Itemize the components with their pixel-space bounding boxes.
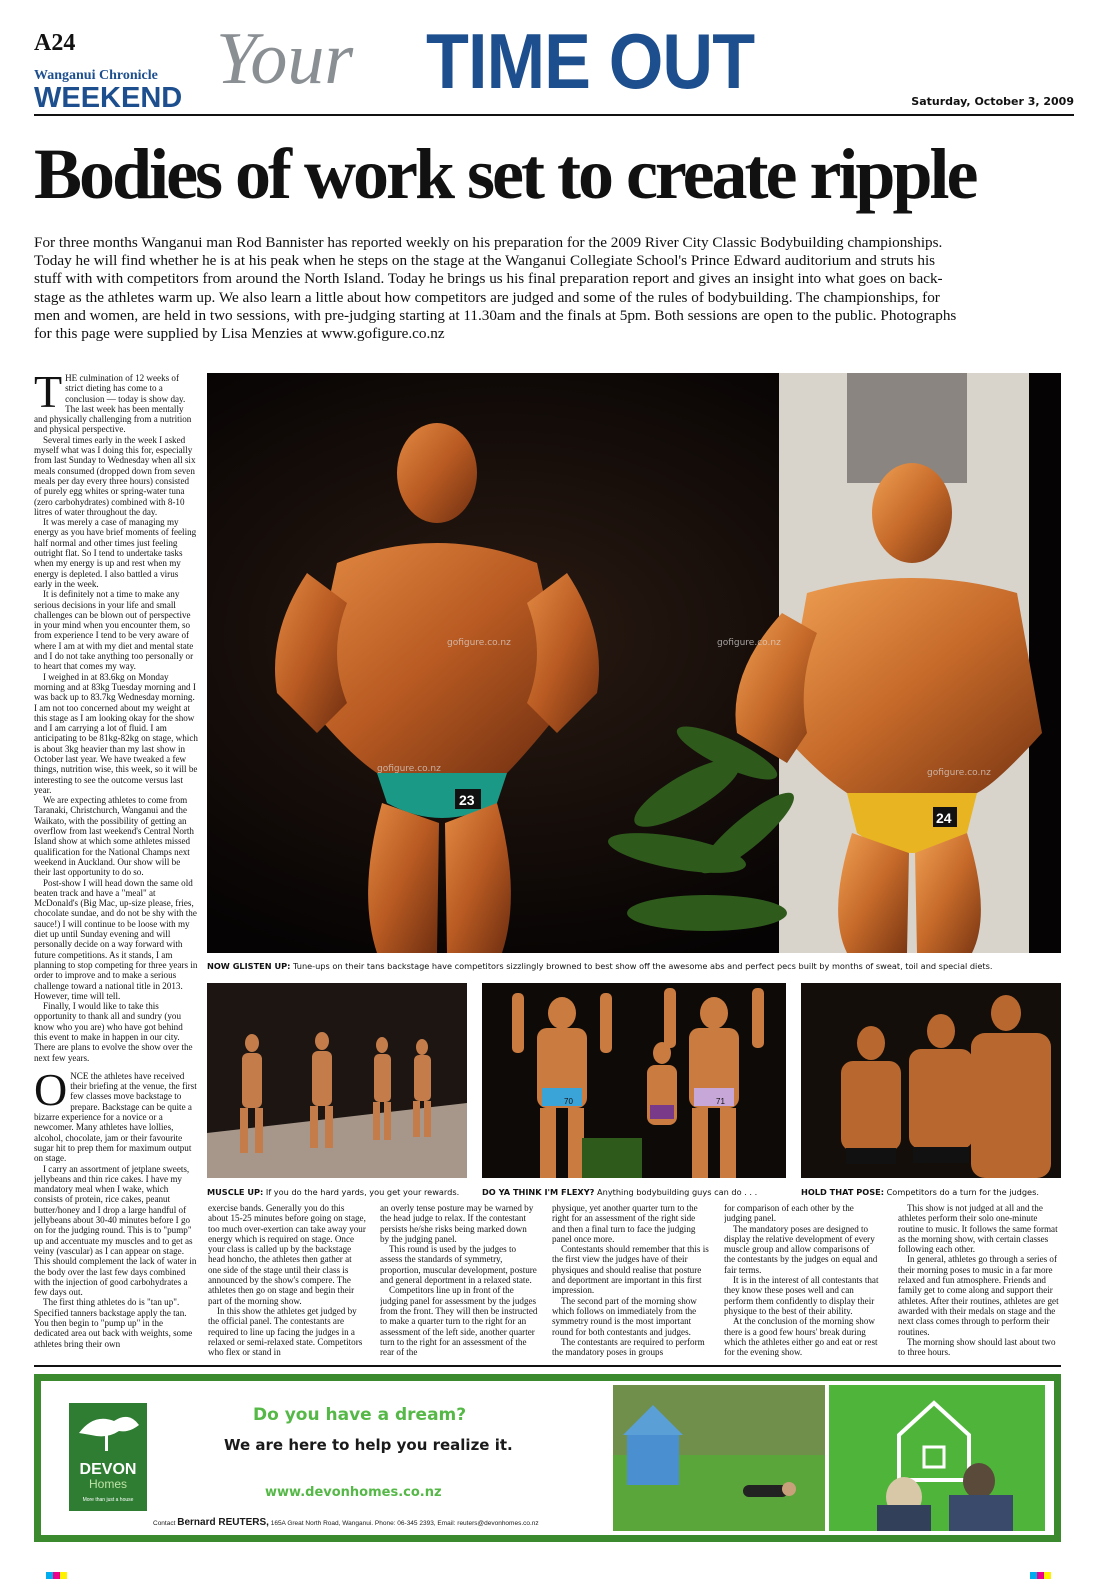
paragraph: I carry an assortment of jetplane sweets, jellybeans and thin rice cakes. I have my mandatory meal when I wake, which consists of protein, rice cakes, peanut butter/honey and I drop a large handful of jellybeans about 30-40 minutes before I go on for the judging round. This is to "pump" up and accentuate my muscles and to get as veiny (vascular) as I can appear on stage. This should complement the lack of water in the body over the last few days combined with the injection of good carbohydrates a few days out. [34,1163,197,1298]
paragraph: exercise bands. Generally you do this about 15-25 minutes before going on stage, too much over-exertion can take away your energy which is required on stage. Once your class is called up by the backstage head honcho, the athletes then gather at one side of the stage until their class is announced by the show's compere. The athletes then go on stage and begin their part of the morning show. [208,1203,366,1306]
main-photo-bodybuilders [207,373,1061,953]
watermark: gofigure.co.nz [927,768,991,778]
competitor-number: 70 [564,1097,573,1106]
paragraph: physique, yet another quarter turn to the right for an assessment of the right side and then a final turn to face the judging panel once more. [552,1203,698,1244]
ad-subtagline: We are here to help you realize it. [224,1436,513,1454]
paragraph: The contestants are required to perform the mandatory poses in groups [552,1336,705,1358]
paragraph: This round is used by the judges to assess the standards of symmetry, proportion, muscular development, posture and general deportment in a relaxed state. [380,1244,537,1286]
paragraph: Post-show I will head down the same old beaten track and have a "meal" at McDonald's (Big Mac, up-size please, fries, chocolate sundae, and do not be shy with the sauce!) I will continue to be loose with my diet up until Sunday evening and will personally decide on a way forward with future competitions. As it stands, I am planning to stop competing for three years in order to improve and to make a serious challenge toward a national title in 2013. However, time will tell. [34,877,198,1001]
article-column [208,1203,366,1359]
ad-tagline: Do you have a dream? [253,1405,467,1425]
article-column-left [34,373,198,1358]
section-title-your: Your [216,18,354,100]
paragraph: This show is not judged at all and the athletes perform their solo one-minute routine to music. It follows the same format as the morning show, with certain classes following each other. [898,1203,1058,1255]
registration-marks [1030,1572,1052,1579]
paragraph: In this show the athletes get judged by the official panel. The contestants are required to line up facing the judges in a relaxed or semi-relaxed state. Competitors who flex or stand in [208,1305,363,1358]
drop-cap: O [34,1063,68,1115]
headline: Bodies of work set to create ripple [34,134,976,214]
paragraph: Finally, I would like to take this opportunity to thank all and sundry (you know who you are) who have got behind this event to make in happen in our city. There are plans to evolve the show over the next few years. [34,1001,193,1063]
paragraph: ONCE the athletes have received their briefing at the venue, the first few classes move backstage to prepare. Backstage can be quite a bizarre experience for a novice or a newcomer. Many athletes have lollies, alcohol, chocolate, jam or their favourite sugar hit to prep them for maximum output on stage. [34,1063,197,1164]
devon-homes-logo: DEVON Homes More than just a house [69,1403,147,1511]
paragraph: In general, athletes go through a series of their morning poses to music in a far more relaxed and fun atmosphere. Friends and family get to come along and support their athletes. After their routines, athletes are get awarded with their medals on stage and the next class comes through to perform their routines. [898,1254,1059,1337]
photo-women-posing-stage [207,983,467,1178]
paragraph: I weighed in at 83.6kg on Monday morning and at 83kg Tuesday morning and I was back up to 83.7kg Wednesday morning. I am not too concerned about my weight at this stage as I am looking okay for the show and I am carrying a lot of fluid. I am anticipating to be 81kg-82kg on stage, which is about 3kg heavier than my last show in October last year. We have tweaked a few things, nutrition wise, this week, so it will be interesting to see the outcome versus last year. [34,671,198,795]
paragraph: The mandatory poses are designed to display the relative development of every muscle group and allow comparisons of the contestants by the judges on equal and fair terms. [724,1223,878,1275]
paragraph: THE culmination of 12 weeks of strict dieting has come to a conclusion — today is show day. The last week has been mentally and physically challenging from a nutrition and physical perspective. [34,373,192,435]
watermark: gofigure.co.nz [447,638,511,648]
competitor-number: 23 [459,792,475,808]
registration-marks [46,1572,68,1579]
standfirst: For three months Wanganui man Rod Bannister has reported weekly on his preparation for the 2009 River City Classic Bodybuilding championships. Today he will find whether he is at his peak when he steps on the stage at the Wanganui Collegiate School's Prince Edward auditorium and struts his stuff with with competitors from around the North Island. Today he brings us his final preparation report and gives an insight into what goes on back-stage as the athletes warm up. We also learn a little about how competitors are judged and some of the rules of bodybuilding. The championships, for men and women, are held in two sessions, with pre-judging starting at 11.30am and the finals at 5pm. Both sessions are open to the public. Photographs for this page were supplied by Lisa Menzies at www.gofigure.co.nz [34,234,957,343]
paragraph: It is definitely not a time to make any serious decisions in your life and small challenges can be blown out of perspective in your mind when you encounter them, so from experience I tend to be very aware of where I am at with my diet and mental state and I do not take anything too personally or to heart that comes my way. [34,589,194,672]
paragraph: The first thing athletes do is "tan up". Specified tanners backstage apply the tan. You then begin to "pump up" in the dedicated area out back with weights, some athletes bring their own [34,1297,193,1349]
paragraph: Contestants should remember that this is the first view the judges have of their physiques and should realise that posture and deportment are important in this first impression. [552,1244,709,1296]
competitor-number: 24 [936,810,952,826]
ad-contact: Contact Bernard REUTERS, 165A Great North Road, Wanganui. Phone: 06-345 2393, Email: reuters@devonhomes.co.nz [153,1517,539,1528]
article-column [898,1203,1060,1359]
article-column [724,1203,882,1359]
ad-image-house-lawn [613,1385,825,1531]
paragraph: At the conclusion of the morning show there is a good few hours' break during which the athletes either go and eat or rest for the evening show. [724,1316,878,1358]
watermark: gofigure.co.nz [377,764,441,774]
section-name: WEEKEND [34,82,183,114]
paragraph: Several times early in the week I asked myself what was I doing this for, especially from last Sunday to Wednesday when all six meals consumed (dropped down from seven meals per day every three hours) consisted of purely egg whites or spring-water tuna (zero carbohydrates) combined with 8-10 litres of water throughout the day. [34,434,196,517]
paragraph: It is in the interest of all contestants that they know these poses well and can perform them confidently to display their physique to the best of their ability. [724,1275,879,1316]
paragraph: Competitors line up in front of the judging panel for assessment by the judges from the front. They will then be instructed to make a quarter turn to the right for an assessment of the left side, another quarter turn to the right for an assessment of the rear of the [380,1285,538,1358]
paragraph: It was merely a case of managing my energy as you have brief moments of feeling half normal and other times just feeling outright flat. So I tend to undertake tasks when my energy is up and rest when my energy is depleted. I also battled a virus early in the week. [34,517,197,589]
paper-name: Wanganui Chronicle [34,68,158,83]
article-column [380,1203,538,1359]
drop-cap: T [34,373,63,417]
ad-image-couple-drawing [829,1385,1045,1531]
photo-caption: DO YA THINK I'M FLEXY? Anything bodybuilding guys can do . . . [482,1187,758,1197]
photo-caption: HOLD THAT POSE: Competitors do a turn for the judges. [801,1187,1039,1197]
tree-logo-icon [69,1403,147,1459]
watermark: gofigure.co.nz [717,638,781,648]
ad-website-link[interactable]: www.devonhomes.co.nz [265,1485,442,1500]
divider [34,1365,1061,1367]
issue-date: Saturday, October 3, 2009 [911,95,1074,108]
masthead [34,17,1074,116]
paragraph: We are expecting athletes to come from Taranaki, Christchurch, Wanganui and the Waikato, with the possibility of getting an overflow from last weekend's Central North Island show at which some athletes missed qualification for the National Champs next weekend in Auckland. Our show will be their last opportunity to do so. [34,795,194,878]
competitor-number: 71 [716,1097,725,1106]
paragraph: The morning show should last about two to three hours. [898,1336,1056,1358]
photo-women-flexing [482,983,786,1178]
main-photo-caption: NOW GLISTEN UP: Tune-ups on their tans backstage have competitors sizzlingly browned to best show off the awesome abs and perfect pecs built by months of sweat, toil and special diets. [207,961,993,971]
photo-men-posing [801,983,1061,1178]
paragraph: The second part of the morning show which follows on immediately from the symmetry round is the most important round for both contestants and judges. [552,1295,697,1337]
page-number: A24 [34,30,76,56]
section-title-time-out: TIME OUT [426,17,755,105]
article-column [552,1203,710,1359]
paragraph: an overly tense posture may be warned by the head judge to relax. If the contestant persists he/she risks being marked down by the judging panel. [380,1203,534,1244]
devon-homes-advert[interactable] [34,1374,1061,1542]
paragraph: for comparison of each other by the judging panel. [724,1203,854,1224]
photo-caption: MUSCLE UP: If you do the hard yards, you get your rewards. [207,1187,460,1197]
